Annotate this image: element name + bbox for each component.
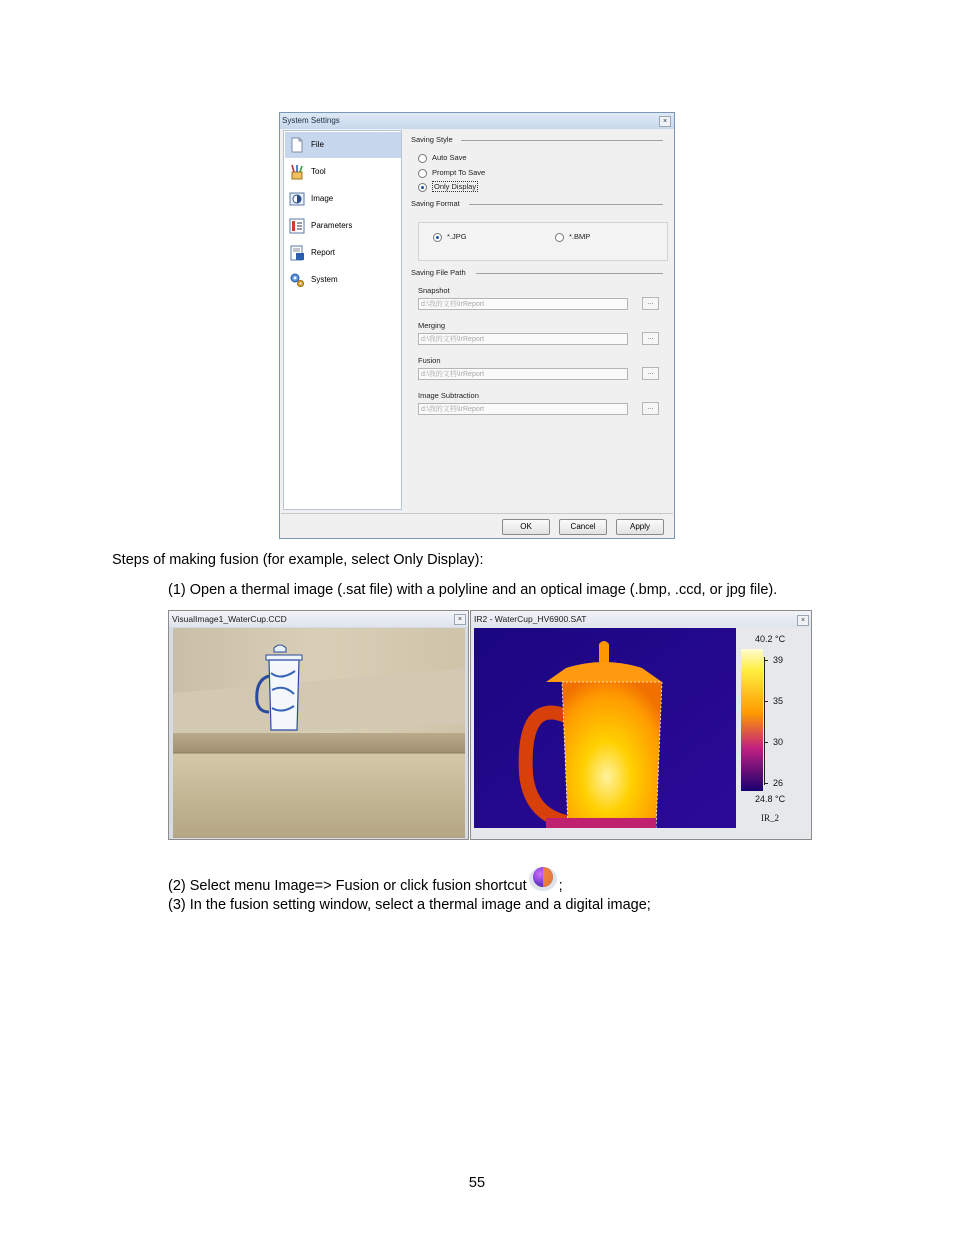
nav-label-parameters: Parameters (311, 221, 353, 230)
scale-tick (764, 660, 768, 661)
nav-item-tool[interactable] (285, 159, 401, 185)
system-gear-icon (289, 272, 305, 288)
radio-prompt-to-save-label: Prompt To Save (432, 168, 486, 177)
radio-bmp-label: *.BMP (569, 232, 591, 241)
radio-jpg-label: *.JPG (447, 232, 467, 241)
tool-icon (289, 164, 305, 180)
radio-jpg-indicator (433, 233, 442, 242)
dialog-close-icon[interactable]: × (659, 116, 671, 127)
cancel-button[interactable]: Cancel (559, 519, 607, 535)
nav-item-system[interactable] (285, 267, 401, 293)
scale-tick-label: 39 (773, 655, 784, 665)
fusion-shortcut-icon (527, 866, 559, 892)
scale-tick (764, 701, 768, 702)
ok-button[interactable]: OK (502, 519, 550, 535)
nav-item-file[interactable] (285, 132, 401, 158)
nav-label-file: File (311, 140, 324, 149)
dialog-title: System Settings (280, 113, 674, 129)
nav-item-image[interactable] (285, 186, 401, 212)
system-settings-dialog (279, 112, 675, 539)
visual-window-close-icon[interactable]: × (454, 614, 466, 625)
merging-path-input[interactable]: d:\我的文档\IrReport (418, 333, 628, 345)
step-2-text (168, 866, 563, 895)
image-subtraction-path-input[interactable]: d:\我的文档\IrReport (418, 403, 628, 415)
scale-axis (764, 657, 765, 785)
saving-style-title: Saving Style (411, 135, 453, 144)
ir-image-window[interactable] (470, 610, 812, 840)
max-temperature: 40.2 °C (755, 634, 786, 644)
ir-window-title: IR2 - WaterCup_HV6900.SAT (471, 611, 811, 627)
optical-cup-image (173, 628, 465, 838)
settings-pane (403, 130, 673, 510)
apply-button[interactable]: Apply (616, 519, 664, 535)
image-subtraction-label: Image Subtraction (418, 391, 479, 400)
scale-tick (764, 783, 768, 784)
divider (281, 513, 673, 514)
radio-only-display[interactable] (418, 182, 478, 192)
intro-text: Steps of making fusion (for example, select Only Display): (112, 552, 484, 568)
parameters-icon (289, 218, 305, 234)
scale-tick-label: 26 (773, 778, 784, 788)
fusion-label: Fusion (418, 356, 441, 365)
radio-bmp[interactable] (555, 232, 590, 242)
radio-only-display-label: Only Display (434, 182, 477, 191)
saving-file-path-title: Saving File Path (411, 268, 466, 277)
nav-label-system: System (311, 275, 338, 284)
radio-bmp-indicator (555, 233, 564, 242)
nav-item-parameters[interactable] (285, 213, 401, 239)
ir-window-close-icon[interactable]: × (797, 615, 809, 626)
radio-prompt-to-save[interactable] (418, 168, 485, 178)
thermal-cup-image (474, 628, 736, 828)
ir-image-label: IR_2 (761, 813, 779, 823)
min-temperature: 24.8 °C (755, 794, 786, 804)
nav-label-image: Image (311, 194, 334, 203)
divider (469, 204, 663, 205)
file-icon (289, 137, 305, 153)
fusion-path-input[interactable]: d:\我的文档\IrReport (418, 368, 628, 380)
page-number: 55 (468, 1175, 486, 1191)
scale-tick-label: 35 (773, 696, 784, 706)
visual-window-title: VisualImage1_WaterCup.CCD (169, 611, 468, 627)
merging-label: Merging (418, 321, 446, 330)
divider (461, 140, 663, 141)
fusion-browse-button[interactable]: ... (642, 367, 659, 380)
visual-image-window[interactable] (168, 610, 469, 840)
snapshot-browse-button[interactable]: ... (642, 297, 659, 310)
saving-format-box (418, 222, 668, 261)
scale-tick-label: 30 (773, 737, 784, 747)
step-3-text: (3) In the fusion setting window, select a thermal image and a digital image; (168, 897, 651, 913)
snapshot-label: Snapshot (418, 286, 450, 295)
divider (476, 273, 663, 274)
nav-item-report[interactable] (285, 240, 401, 266)
image-subtraction-browse-button[interactable]: ... (642, 402, 659, 415)
radio-prompt-to-save-indicator (418, 169, 427, 178)
nav-label-report: Report (311, 248, 336, 257)
step-2-end: ; (558, 878, 563, 894)
radio-jpg[interactable] (433, 232, 467, 242)
step-2-label: (2) Select menu Image=> Fusion or click fusion shortcut (168, 878, 527, 894)
snapshot-path-input[interactable]: d:\我的文档\IrReport (418, 298, 628, 310)
scale-tick (764, 742, 768, 743)
step-1-text: (1) Open a thermal image (.sat file) with a polyline and an optical image (.bmp, .ccd, or jpg file). (168, 582, 778, 598)
merging-browse-button[interactable]: ... (642, 332, 659, 345)
saving-format-title: Saving Format (411, 199, 460, 208)
temperature-color-scale (741, 649, 765, 791)
radio-auto-save-indicator (418, 154, 427, 163)
report-icon (289, 245, 305, 261)
settings-nav (283, 130, 402, 510)
nav-label-tool: Tool (311, 167, 326, 176)
image-icon (289, 191, 305, 207)
radio-auto-save[interactable] (418, 153, 467, 163)
radio-only-display-indicator (418, 183, 427, 192)
radio-auto-save-label: Auto Save (432, 153, 467, 162)
